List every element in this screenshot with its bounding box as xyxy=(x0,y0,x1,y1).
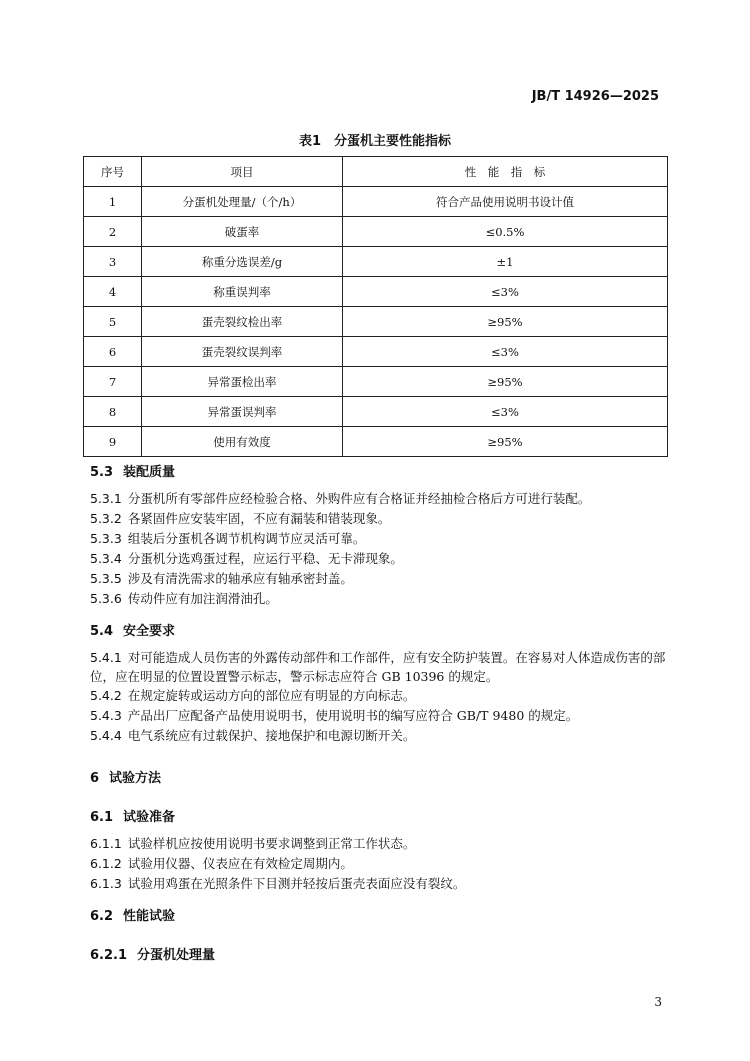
clause-text: 产品出厂应配备产品使用说明书，使用说明书的编写应符合 GB/T 9480 的规定。 xyxy=(127,708,579,723)
clause-number: 5.4.1 xyxy=(90,650,122,665)
clause-text: 电气系统应有过载保护、接地保护和电源切断开关。 xyxy=(127,728,416,743)
clause-text: 对可能造成人员伤害的外露传动部件和工作部件，应有安全防护装置。在容易对人体造成伤害的部位，应在明显的位置设置警示标志，警示标志应符合 GB 10396 的规定。 xyxy=(90,650,666,684)
cell-spec: ≥95% xyxy=(343,367,668,397)
cell-spec: ≥95% xyxy=(343,307,668,337)
cell-item: 蛋壳裂纹误判率 xyxy=(142,337,343,367)
clause-5-3-4 xyxy=(90,549,670,568)
section-heading-6-2-1 xyxy=(90,944,215,963)
clause-5-3-3 xyxy=(90,529,670,548)
column-header-spec: 性 能 指 标 xyxy=(343,157,668,187)
section-title: 试验方法 xyxy=(109,771,162,786)
table-row xyxy=(84,217,668,247)
section-heading-6 xyxy=(90,767,161,786)
cell-no: 4 xyxy=(84,277,142,307)
section-heading-6-1 xyxy=(90,806,175,825)
section-title: 分蛋机处理量 xyxy=(137,948,216,963)
table-row xyxy=(84,337,668,367)
cell-item: 称重误判率 xyxy=(142,277,343,307)
cell-spec: ≤3% xyxy=(343,277,668,307)
section-heading-6-2 xyxy=(90,905,175,924)
clause-number: 5.4.3 xyxy=(90,708,122,723)
page-number: 3 xyxy=(654,995,662,1009)
clause-text: 组装后分蛋机各调节机构调节应灵活可靠。 xyxy=(127,531,366,546)
table-row xyxy=(84,187,668,217)
table-row xyxy=(84,427,668,457)
column-header-no: 序号 xyxy=(84,157,142,187)
section-number: 5.4 xyxy=(90,624,114,639)
clause-text: 涉及有清洗需求的轴承应有轴承密封盖。 xyxy=(127,571,353,586)
clause-6-1-1 xyxy=(90,834,670,853)
cell-item: 蛋壳裂纹检出率 xyxy=(142,307,343,337)
clause-text: 分蛋机所有零部件应经检验合格、外购件应有合格证并经抽检合格后方可进行装配。 xyxy=(127,491,591,506)
clause-text: 试验用鸡蛋在光照条件下目测并轻按后蛋壳表面应没有裂纹。 xyxy=(127,876,466,891)
cell-item: 破蛋率 xyxy=(142,217,343,247)
cell-spec: ≤3% xyxy=(343,337,668,367)
cell-spec: ≤3% xyxy=(343,397,668,427)
table-row xyxy=(84,277,668,307)
cell-item: 使用有效度 xyxy=(142,427,343,457)
section-title: 性能试验 xyxy=(123,909,176,924)
clause-5-4-2 xyxy=(90,686,670,705)
clause-number: 6.1.1 xyxy=(90,836,122,851)
section-number: 6.2 xyxy=(90,909,114,924)
clause-text: 试验用仪器、仪表应在有效检定周期内。 xyxy=(127,856,353,871)
clause-text: 试验样机应按使用说明书要求调整到正常工作状态。 xyxy=(127,836,416,851)
cell-no: 2 xyxy=(84,217,142,247)
section-number: 6.1 xyxy=(90,810,114,825)
cell-no: 9 xyxy=(84,427,142,457)
clause-5-4-3 xyxy=(90,706,670,725)
document-code: JB/T 14926—2025 xyxy=(531,89,659,104)
section-title: 装配质量 xyxy=(123,465,176,480)
clause-5-4-4 xyxy=(90,726,670,745)
clause-number: 5.3.3 xyxy=(90,531,122,546)
clause-5-3-5 xyxy=(90,569,670,588)
clause-5-3-6 xyxy=(90,589,670,608)
cell-no: 1 xyxy=(84,187,142,217)
clause-number: 5.3.4 xyxy=(90,551,122,566)
cell-spec: ≥95% xyxy=(343,427,668,457)
clause-number: 5.4.4 xyxy=(90,728,122,743)
cell-no: 8 xyxy=(84,397,142,427)
section-title: 安全要求 xyxy=(123,624,176,639)
cell-item: 异常蛋误判率 xyxy=(142,397,343,427)
clause-text: 分蛋机分选鸡蛋过程，应运行平稳、无卡滞现象。 xyxy=(127,551,403,566)
table-row xyxy=(84,367,668,397)
section-title: 试验准备 xyxy=(123,810,176,825)
performance-spec-table xyxy=(83,156,668,457)
cell-no: 5 xyxy=(84,307,142,337)
table-row xyxy=(84,247,668,277)
section-number: 5.3 xyxy=(90,465,114,480)
cell-spec: ≤0.5% xyxy=(343,217,668,247)
cell-no: 3 xyxy=(84,247,142,277)
cell-item: 分蛋机处理量/（个/h） xyxy=(142,187,343,217)
section-heading-5-4 xyxy=(90,620,175,639)
section-heading-5-3 xyxy=(90,461,175,480)
clause-number: 5.3.5 xyxy=(90,571,122,586)
cell-item: 称重分选误差/g xyxy=(142,247,343,277)
clause-number: 5.3.6 xyxy=(90,591,122,606)
cell-spec: ±1 xyxy=(343,247,668,277)
clause-6-1-2 xyxy=(90,854,670,873)
table-row xyxy=(84,307,668,337)
clause-text: 在规定旋转或运动方向的部位应有明显的方向标志。 xyxy=(127,688,416,703)
clause-text: 传动件应有加注润滑油孔。 xyxy=(127,591,278,606)
section-number: 6.2.1 xyxy=(90,948,128,963)
clause-number: 5.4.2 xyxy=(90,688,122,703)
cell-item: 异常蛋检出率 xyxy=(142,367,343,397)
cell-no: 7 xyxy=(84,367,142,397)
section-number: 6 xyxy=(90,771,100,786)
cell-spec: 符合产品使用说明书设计值 xyxy=(343,187,668,217)
clause-number: 5.3.2 xyxy=(90,511,122,526)
column-header-item: 项目 xyxy=(142,157,343,187)
clause-number: 5.3.1 xyxy=(90,491,122,506)
clause-number: 6.1.3 xyxy=(90,876,122,891)
clause-5-3-1 xyxy=(90,489,670,508)
clause-number: 6.1.2 xyxy=(90,856,122,871)
clause-6-1-3 xyxy=(90,874,670,893)
table-caption: 表1 分蛋机主要性能指标 xyxy=(298,134,452,149)
cell-no: 6 xyxy=(84,337,142,367)
clause-5-3-2 xyxy=(90,509,670,528)
clause-text: 各紧固件应安装牢固，不应有漏装和错装现象。 xyxy=(127,511,391,526)
table-row xyxy=(84,397,668,427)
table-header-row xyxy=(84,157,668,187)
clause-5-4-1 xyxy=(90,648,670,686)
